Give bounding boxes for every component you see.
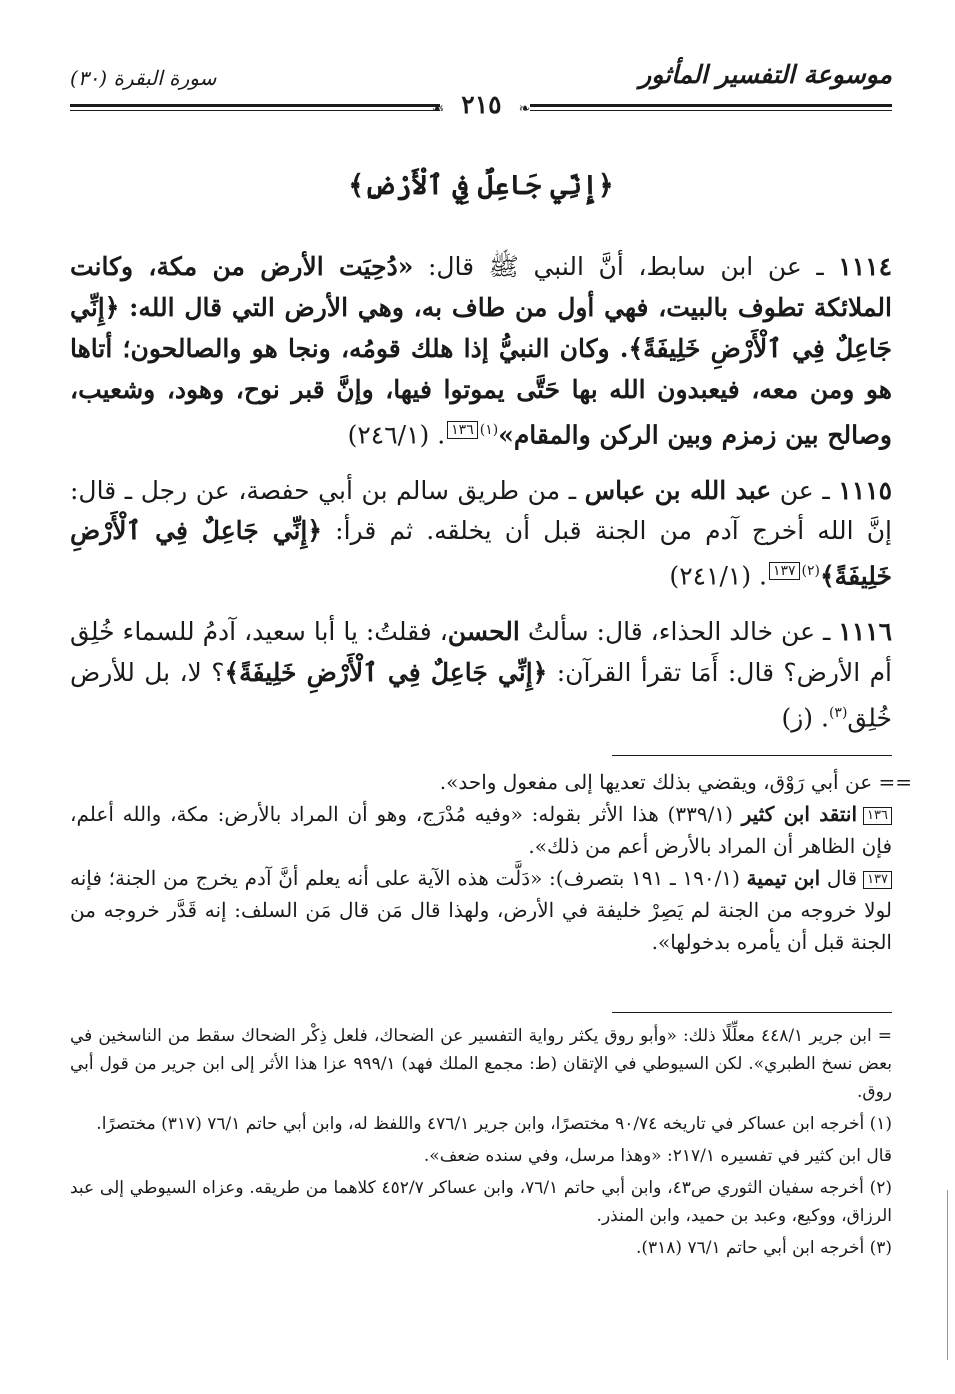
footnotes-separator [612,1012,892,1013]
footnote-marker: (٢) [801,563,821,579]
entry-1115: ١١١٥ ـ عن عبد الله بن عباس ـ من طريق سالم بن أبي حفصة، عن رجل ـ قال: إنَّ الله أخرج آدم من الجنة قبل أن يخلقه. ثم قرأ: ﴿إِنِّي جَاعِلٌ فِي ٱلْأَرْضِ خَلِيفَةً﴾$^{(٢)}$١٣٧. (٢٤١/١) [70,476,892,591]
page-number: ٢١٥ [461,90,502,119]
ayah-number: (٣٠) [70,66,108,90]
note-number-box: ١٣٧ [863,871,892,889]
footnote-1: (١) أخرجه ابن عساكر في تاريخه ٩٠/٧٤ مختصرًا، وابن جرير ٤٧٦/١ واللفظ له، وابن أبي حاتم ٧٦/١ (٣١٧) مختصرًا. [96,1114,892,1134]
page-edge-line [947,1190,948,1360]
footnote-2: (٢) أخرجه سفيان الثوري ص٤٣، وابن أبي حاتم ٧٦/١، وابن عساكر ٤٥٢/٧ كلاهما من طريقه. وعزاه السيوطي إلى عبد الرزاق، ووكيع، وعبد بن حميد، وابن المنذر. [70,1178,893,1226]
note-box-marker: ١٣٧ [769,562,800,580]
note-number-box: ١٣٦ [863,807,892,825]
ornament-icon: ❧ [518,100,531,117]
volume-reference: . (ز) [781,703,829,733]
entry-number: ١١١٤ [838,252,892,281]
footnote-3: (٣) أخرجه ابن أبي حاتم ٧٦/١ (٣١٨). [635,1238,892,1258]
quran-quote: ﴿إِنِّي جَاعِلٌ فِي ٱلْأَرْضِ خَلِيفَةً﴾ [70,516,892,591]
section-heading: ﴿إِنِّي جَاعِلٌ فِي ٱلْأَرْضِ﴾ [348,170,614,201]
surah-name: سورة البقرة [113,66,217,90]
footnotes [70,1022,892,1262]
note-136: ١٣٦انتقد ابن كثير (٣٣٩/١) هذا الأثر بقوله: «وفيه مُدْرَج، وهو أن المراد بالأرض: مكة، والله أعلم، فإن الظاهر أن المراد بالأرض أعم من ذلك». [70,802,892,858]
footnote-continuation: = ابن جرير ٤٤٨/١ معلِّلًا ذلك: «وأبو روق يكثر رواية التفسير عن الضحاك، فلعل ذِكْر الضحاك سقط من الناسخين في بعض نسخ الطبري». لكن السيوطي في الإتقان (ط: مجمع الملك فهد) ٩٩٩/١ عزا هذا الأثر إلى ابن جرير من قول أبي روق. [70,1026,893,1102]
note-box-marker: ١٣٦ [447,421,478,439]
entry-1114: ١١١٤ ـ عن ابن سابط، أنَّ النبي ﷺ قال: «دُحِيَت الأرض من مكة، وكانت الملائكة تطوف بالبيت، فهي أول من طاف به، وهي الأرض التي قال الله: ﴿إِنِّي جَاعِلٌ فِي ٱلْأَرْضِ خَلِيفَةً﴾. وكان النبيُّ إذا هلك قومُه، ونجا هو والصالحون؛ أتاها هو ومن معه، فيعبدون الله بها حَتَّى يموتوا فيها، وإنَّ قبر نوح، وهود، وشعيب، وصالح بين زمزم وبين الركن والمقام»$^{(١)}$١٣٦. (٢٤٦/١) [70,252,892,450]
page-header [70,58,892,118]
entry-number: ١١١٦ [838,617,892,646]
volume-reference: . (٢٤٦/١) [347,420,446,450]
note-137: ١٣٧قال ابن تيمية (١٩٠/١ ـ ١٩١ بتصرف): «دَلَّت هذه الآية على أنه يعلم أنَّ آدم يخرج من الجنة؛ فإنه لولا خروجه من الجنة لم يَصِرْ خليفة في الأرض، ولهذا قال مَن قال مَن السلف: إنه قَدَّر خروجه من الجنة قبل أن يأمره بدخولها». [70,866,893,954]
book-title: موسوعة التفسير المأثور [639,60,892,89]
note-continuation: == عن أبي رَوْق، ويقضي بذلك تعديها إلى مفعول واحد». [439,770,912,794]
editor-notes [70,766,912,958]
footnote-1-comment: قال ابن كثير في تفسيره ٢١٧/١: «وهذا مرسل، وفي سنده ضعف». [423,1146,892,1166]
hadith-text: «دُحِيَت الأرض من مكة، وكانت الملائكة تطوف بالبيت، فهي أول من طاف به، وهي الأرض التي قال الله: ﴿إِنِّي جَاعِلٌ فِي ٱلْأَرْضِ خَلِيفَةً﴾. وكان النبيُّ إذا هلك قومُه، ونجا هو والصالحون؛ أتاها هو ومن معه، فيعبدون الله بها حَتَّى يموتوا فيها، وإنَّ قبر نوح، وهود، وشعيب، وصالح بين زمزم وبين الركن والمقام» [70,252,892,450]
entry-1116: ١١١٦ ـ عن خالد الحذاء، قال: سألتُ الحسن، فقلتُ: يا أبا سعيد، آدمُ للسماء خُلِق أم الأرض؟ قال: أَمَا تقرأ القرآن: ﴿إِنِّي جَاعِلٌ فِي ٱلْأَرْضِ خَلِيفَةً﴾؟ لا، بل للأرض خُلِق$^{(٣)}$. (ز) [70,617,892,733]
footnote-marker: (١) [479,422,499,438]
footnote-marker: (٣) [828,705,848,721]
quran-quote: ﴿إِنِّي جَاعِلٌ فِي ٱلْأَرْضِ خَلِيفَةً﴾ [224,658,548,687]
entry-number: ١١١٥ [838,476,892,505]
narrator-name: عبد الله بن عباس [584,476,772,505]
ornament-icon: ☙ [431,100,445,117]
narrator-name: الحسن [447,617,520,646]
notes-separator [612,755,892,756]
volume-reference: . (٢٤١/١) [669,561,767,591]
surah-label [70,66,216,90]
